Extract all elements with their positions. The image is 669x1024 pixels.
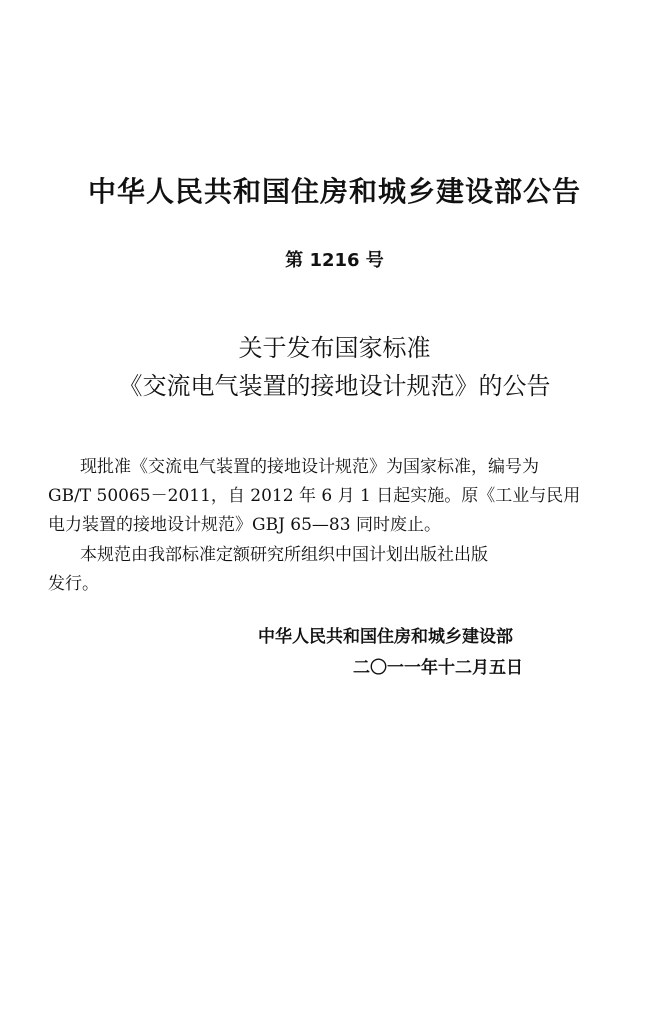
signature-organization: 中华人民共和国住房和城乡建设部 xyxy=(258,627,513,647)
subject-line-2: 《交流电气装置的接地设计规范》的公告 xyxy=(118,372,551,400)
body-paragraph-1-line-2: GB/T 50065－2011，自 2012 年 6 月 1 日起实施。原《工业与民用 xyxy=(48,486,581,506)
body-paragraph-2-line-2: 发行。 xyxy=(48,574,99,594)
subject-line-1: 关于发布国家标准 xyxy=(238,334,431,362)
body-paragraph-1-line-3: 电力装置的接地设计规范》GBJ 65—83 同时废止。 xyxy=(48,515,441,535)
announcement-headline: 中华人民共和国住房和城乡建设部公告 xyxy=(87,175,581,208)
body-paragraph-2-line-1: 本规范由我部标准定额研究所组织中国计划出版社出版 xyxy=(80,545,488,565)
body-paragraph-1-line-1: 现批准《交流电气装置的接地设计规范》为国家标准，编号为 xyxy=(80,457,539,477)
signature-date: 二〇一一年十二月五日 xyxy=(353,658,523,678)
issue-number: 第 1216 号 xyxy=(285,250,384,271)
